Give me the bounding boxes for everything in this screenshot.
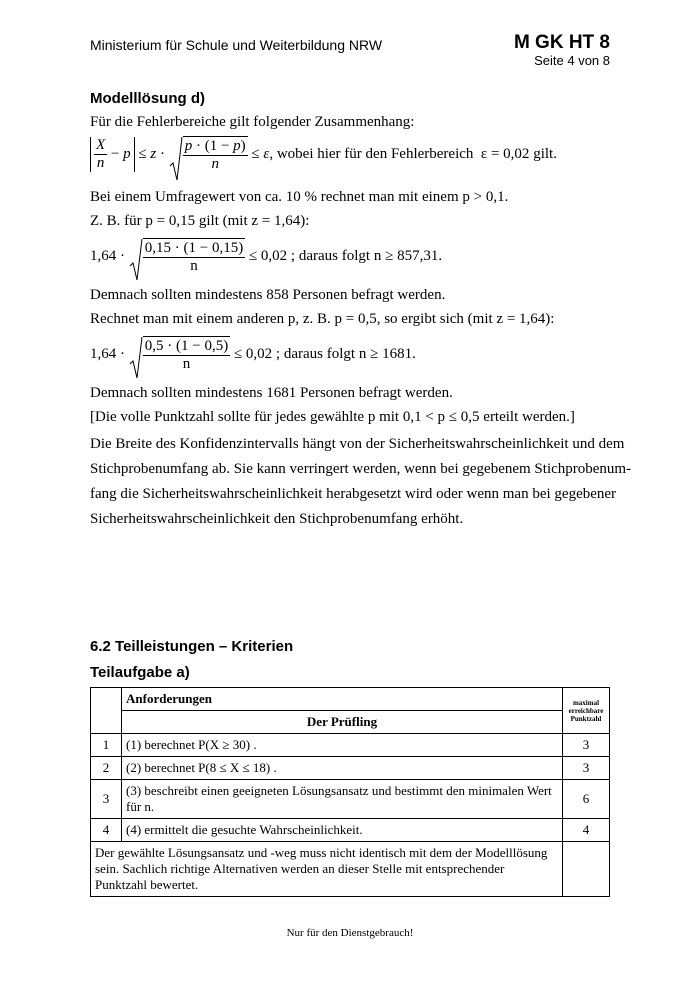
row-points: 6: [563, 780, 610, 819]
formula-tail: , wobei hier für den Fehlerbereich: [269, 145, 474, 162]
table-row: [91, 819, 610, 842]
row-text: (1) berechnet P(X ≥ 30) .: [122, 734, 563, 757]
calc2-result: ≤ 0,02 ; daraus folgt n ≥ 1681.: [233, 345, 416, 362]
calc1-numerator: 0,15 · (1 − 0,15): [144, 240, 244, 256]
paragraph-line-3: fang die Sicherheitswahrscheinlichkeit herabgesetzt wird oder wenn man bei gegebener: [90, 486, 617, 502]
row-text: (4) ermittelt die gesuchte Wahrscheinlichkeit.: [122, 819, 563, 842]
formula-end: gilt.: [533, 145, 557, 162]
example1-line: Z. B. für p = 0,15 gilt (mit z = 1,64):: [90, 213, 310, 229]
calc1-factor: 1,64 ·: [90, 247, 125, 264]
row-num: 2: [91, 757, 122, 780]
example2-line: Rechnet man mit einem anderen p, z. B. p = 0,5, so ergibt sich (mit z = 1,64):: [90, 311, 555, 327]
row-num: 1: [91, 734, 122, 757]
paragraph-line-2: Stichprobenumfang ab. Sie kann verringert werden, wenn bei gegebenem Stichprobenum-: [90, 461, 632, 477]
abs-expression: $\frac{X}{n}$ − p: [90, 137, 135, 172]
table-row: [91, 780, 610, 819]
header-points: [563, 688, 610, 734]
ministry-name: Ministerium für Schule und Weiterbildung NRW: [90, 37, 383, 53]
calc2-denominator: n: [182, 356, 191, 372]
header-requirements: Anforderungen: [122, 688, 563, 711]
footer-note: Nur für den Dienstgebrauch!: [286, 927, 414, 939]
table-row: [91, 757, 610, 780]
points-label-1: maximal: [572, 698, 600, 707]
alternatives-note: Der gewählte Lösungsansatz und -weg muss nicht identisch mit dem der Modelllösung sein. Sachlich richtige Alternativen werden an dieser Stelle mit entsprechender Punktzahl bewertet.: [91, 842, 563, 897]
solution-title: Modelllösung d): [90, 90, 205, 107]
paragraph-line-1: Die Breite des Konfidenzintervalls hängt von der Sicherheitswahrscheinlichkeit und dem: [90, 436, 625, 452]
row-points: 3: [563, 757, 610, 780]
row-num: 3: [91, 780, 122, 819]
row-text: (2) berechnet P(8 ≤ X ≤ 18) .: [122, 757, 563, 780]
calc1-result: ≤ 0,02 ; daraus folgt n ≥ 857,31.: [248, 247, 443, 264]
row-text: (3) beschreibt einen geeigneten Lösungsansatz und bestimmt den minimalen Wert für n.: [122, 780, 563, 819]
note-points-cell: [563, 842, 610, 897]
formula-epsilon: ε = 0,02: [480, 145, 530, 162]
calc2: [90, 336, 416, 373]
row-points: 4: [563, 819, 610, 842]
points-label-3: Punktzahl: [570, 714, 602, 723]
header-num-cell: [91, 688, 122, 734]
exam-code: M GK HT 8: [513, 32, 610, 53]
result1-line: Demnach sollten mindestens 858 Personen befragt werden.: [90, 287, 446, 303]
solution-intro: Für die Fehlerbereiche gilt folgender Zusammenhang:: [90, 114, 415, 130]
sqrt-expression: $\frac{p \cdot (1 - p)}{n}$: [169, 136, 248, 173]
calc1-denominator: n: [190, 258, 198, 274]
calc1: [90, 238, 442, 275]
result2-line: Demnach sollten mindestens 1681 Personen befragt werden.: [90, 385, 453, 401]
calc2-factor: 1,64 ·: [90, 345, 125, 362]
survey-line: Bei einem Umfragewert von ca. 10 % rechnet man mit einem p > 0,1.: [90, 189, 509, 205]
criteria-table: [90, 687, 610, 897]
table-row: [91, 734, 610, 757]
paragraph-line-4: Sicherheitswahrscheinlichkeit den Stichprobenumfang erhöht.: [90, 511, 464, 527]
table-note-row: [91, 842, 610, 897]
section-title: 6.2 Teilleistungen – Kriterien: [90, 638, 294, 655]
row-num: 4: [91, 819, 122, 842]
points-label-2: erreichbare: [568, 706, 604, 715]
error-formula: $\frac{X}{n}$ − p ≤ z · $\frac{p \cdot (1 - p)}{n}$ ≤ ε, wobei hier für den Fehlerbereich ε = 0,02 gilt.: [90, 136, 557, 173]
row-points: 3: [563, 734, 610, 757]
table-subheader-row: [91, 711, 610, 734]
page-number: Seite 4 von 8: [534, 53, 610, 68]
table-header-row: [91, 688, 610, 711]
note-line: [Die volle Punktzahl sollte für jedes gewählte p mit 0,1 < p ≤ 0,5 erteilt werden.]: [90, 409, 575, 425]
subtask-title: Teilaufgabe a): [90, 664, 190, 681]
subheader-pruefling: Der Prüfling: [122, 711, 563, 734]
calc2-numerator: 0,5 · (1 − 0,5): [144, 338, 229, 354]
